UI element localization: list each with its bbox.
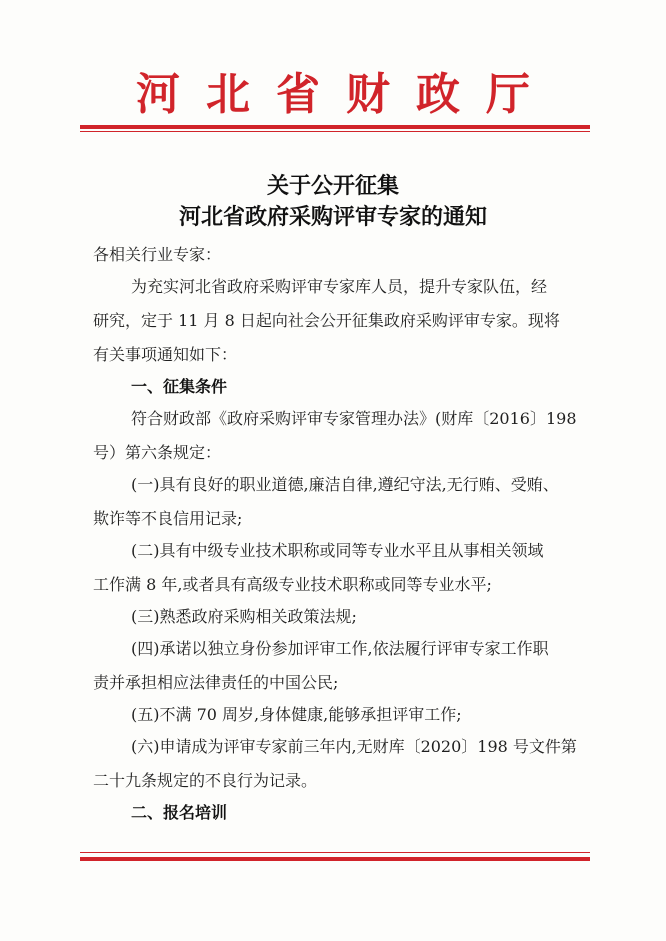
intro-line-1: 为充实河北省政府采购评审专家库人员，提升专家队伍，经 — [131, 277, 548, 296]
item4-line-1: (四)承诺以独立身份参加评审工作,依法履行评审专家工作职 — [131, 639, 549, 658]
org-header-title: 河北省财政厅 — [136, 69, 556, 120]
item3-line-1: (三)熟悉政府采购相关政策法规; — [131, 607, 357, 626]
section1-line-2: 号）第六条规定： — [93, 443, 222, 462]
item6-line-1: (六)申请成为评审专家前三年内,无财库〔2020〕198 号文件第 — [131, 737, 577, 756]
section1-line-1: 符合财政部《政府采购评审专家管理办法》(财库〔2016〕198 — [131, 409, 577, 428]
header-red-rule-thin — [80, 131, 590, 132]
footer-red-rule-thin — [80, 852, 590, 853]
footer-red-rule — [80, 857, 590, 861]
item5-line-1: (五)不满 70 周岁,身体健康,能够承担评审工作; — [131, 705, 462, 724]
section2-heading: 二、报名培训 — [131, 803, 228, 822]
item2-line-1: (二)具有中级专业技术职称或同等专业水平且从事相关领域 — [131, 541, 544, 560]
item6-line-2: 二十九条规定的不良行为记录。 — [93, 771, 318, 790]
section1-heading: 一、征集条件 — [131, 377, 228, 396]
item4-line-2: 责并承担相应法律责任的中国公民; — [93, 673, 339, 692]
item1-line-2: 欺诈等不良信用记录; — [93, 509, 243, 528]
item2-line-2: 工作满 8 年,或者具有高级专业技术职称或同等专业水平; — [93, 575, 492, 594]
intro-line-2: 研究，定于 11 月 8 日起向社会公开征集政府采购评审专家。现将 — [93, 311, 560, 330]
salutation: 各相关行业专家： — [93, 245, 222, 264]
notice-title-line2: 河北省政府采购评审专家的通知 — [178, 204, 487, 230]
header-red-rule — [80, 125, 590, 129]
item1-line-1: (一)具有良好的职业道德,廉洁自律,遵纪守法,无行贿、受贿、 — [131, 475, 559, 494]
notice-title-line1: 关于公开征集 — [266, 173, 399, 199]
intro-line-3: 有关事项通知如下： — [93, 345, 238, 364]
